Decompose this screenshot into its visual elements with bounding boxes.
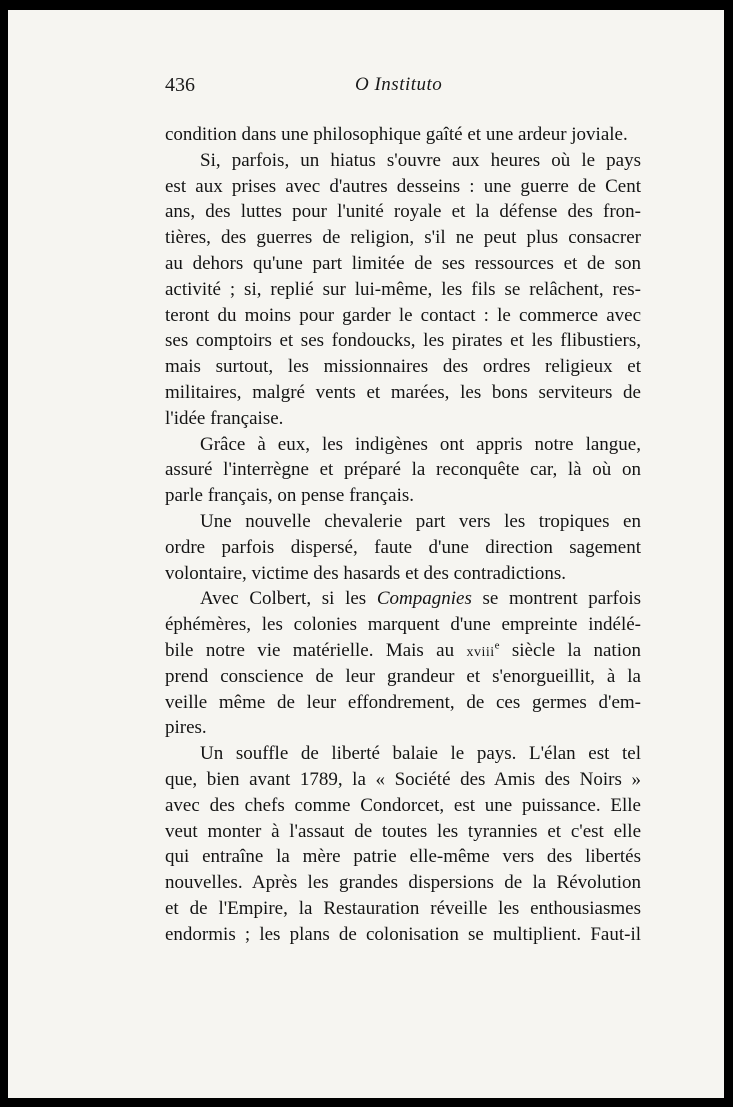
- text-line: [165, 586, 641, 612]
- text-line: éphémères, les colonies marquent d'une empreinte indélé-: [165, 614, 641, 636]
- text-line: activité ; si, replié sur lui-même, les fils se relâchent, res-: [165, 278, 641, 300]
- text-line: Grâce à eux, les indigènes ont appris notre langue,: [200, 433, 641, 455]
- text-line: veut monter à l'assaut de toutes les tyrannies et c'est elle: [165, 820, 641, 842]
- text-line: militaires, malgré vents et marées, les bons serviteurs de: [165, 381, 641, 403]
- century-numeral: xviii: [466, 644, 495, 660]
- text-line: assuré l'interrègne et préparé la reconquête car, là où on: [165, 459, 641, 481]
- running-title: O Instituto: [355, 74, 443, 95]
- text-fragment: se montrent parfois: [482, 588, 642, 610]
- text-line: ans, des luttes pour l'unité royale et la défense des fron-: [165, 201, 641, 223]
- text-line: l'idée française.: [165, 407, 284, 429]
- text-line: condition dans une philosophique gaîté et une ardeur joviale.: [165, 124, 628, 145]
- text-line: ses comptoirs et ses fondoucks, les pirates et les flibustiers,: [165, 330, 641, 352]
- text-line: nouvelles. Après les grandes dispersions de la Révolution: [165, 872, 641, 894]
- text-line: Une nouvelle chevalerie part vers les tropiques en: [200, 510, 641, 532]
- text-line: prend conscience de leur grandeur et s'enorgueillit, à la: [165, 665, 641, 687]
- text-fragment: Avec Colbert, si les: [200, 588, 367, 610]
- text-line: tières, des guerres de religion, s'il ne peut plus consacrer: [165, 227, 641, 249]
- century-superscript: e: [494, 639, 500, 652]
- text-line: [165, 638, 641, 664]
- text-line: volontaire, victime des hasards et des contradictions.: [165, 562, 566, 584]
- text-line: veille même de leur effondrement, de ces germes d'em-: [165, 691, 641, 713]
- text-line: mais surtout, les missionnaires des ordres religieux et: [165, 356, 641, 378]
- text-line: pires.: [165, 717, 207, 739]
- text-line: ordre parfois dispersé, faute d'une direction sagement: [165, 536, 641, 558]
- text-line: que, bien avant 1789, la « Société des Amis des Noirs »: [165, 768, 641, 790]
- page-header: [165, 74, 641, 104]
- text-fragment: siècle la nation: [511, 639, 641, 661]
- page-number: 436: [165, 74, 195, 96]
- text-line: teront du moins pour garder le contact : le commerce avec: [165, 304, 641, 326]
- page: [8, 10, 724, 1098]
- text-fragment: bile notre vie matérielle. Mais au: [165, 639, 455, 661]
- text-line: et de l'Empire, la Restauration réveille les enthousiasmes: [165, 897, 641, 919]
- text-line: parle français, on pense français.: [165, 485, 414, 507]
- italic-term: Compagnies: [376, 588, 472, 610]
- text-line: Si, parfois, un hiatus s'ouvre aux heures où le pays: [200, 149, 641, 171]
- body-text: [165, 122, 641, 948]
- text-line: est aux prises avec d'autres desseins : une guerre de Cent: [165, 175, 641, 197]
- text-line: endormis ; les plans de colonisation se multiplient. Faut-il: [165, 923, 641, 945]
- text-line: au dehors qu'une part limitée de ses ressources et de son: [165, 252, 641, 274]
- text-line: Un souffle de liberté balaie le pays. L'élan est tel: [200, 743, 641, 765]
- text-line: avec des chefs comme Condorcet, est une puissance. Elle: [165, 794, 641, 816]
- text-line: qui entraîne la mère patrie elle-même vers des libertés: [165, 846, 641, 868]
